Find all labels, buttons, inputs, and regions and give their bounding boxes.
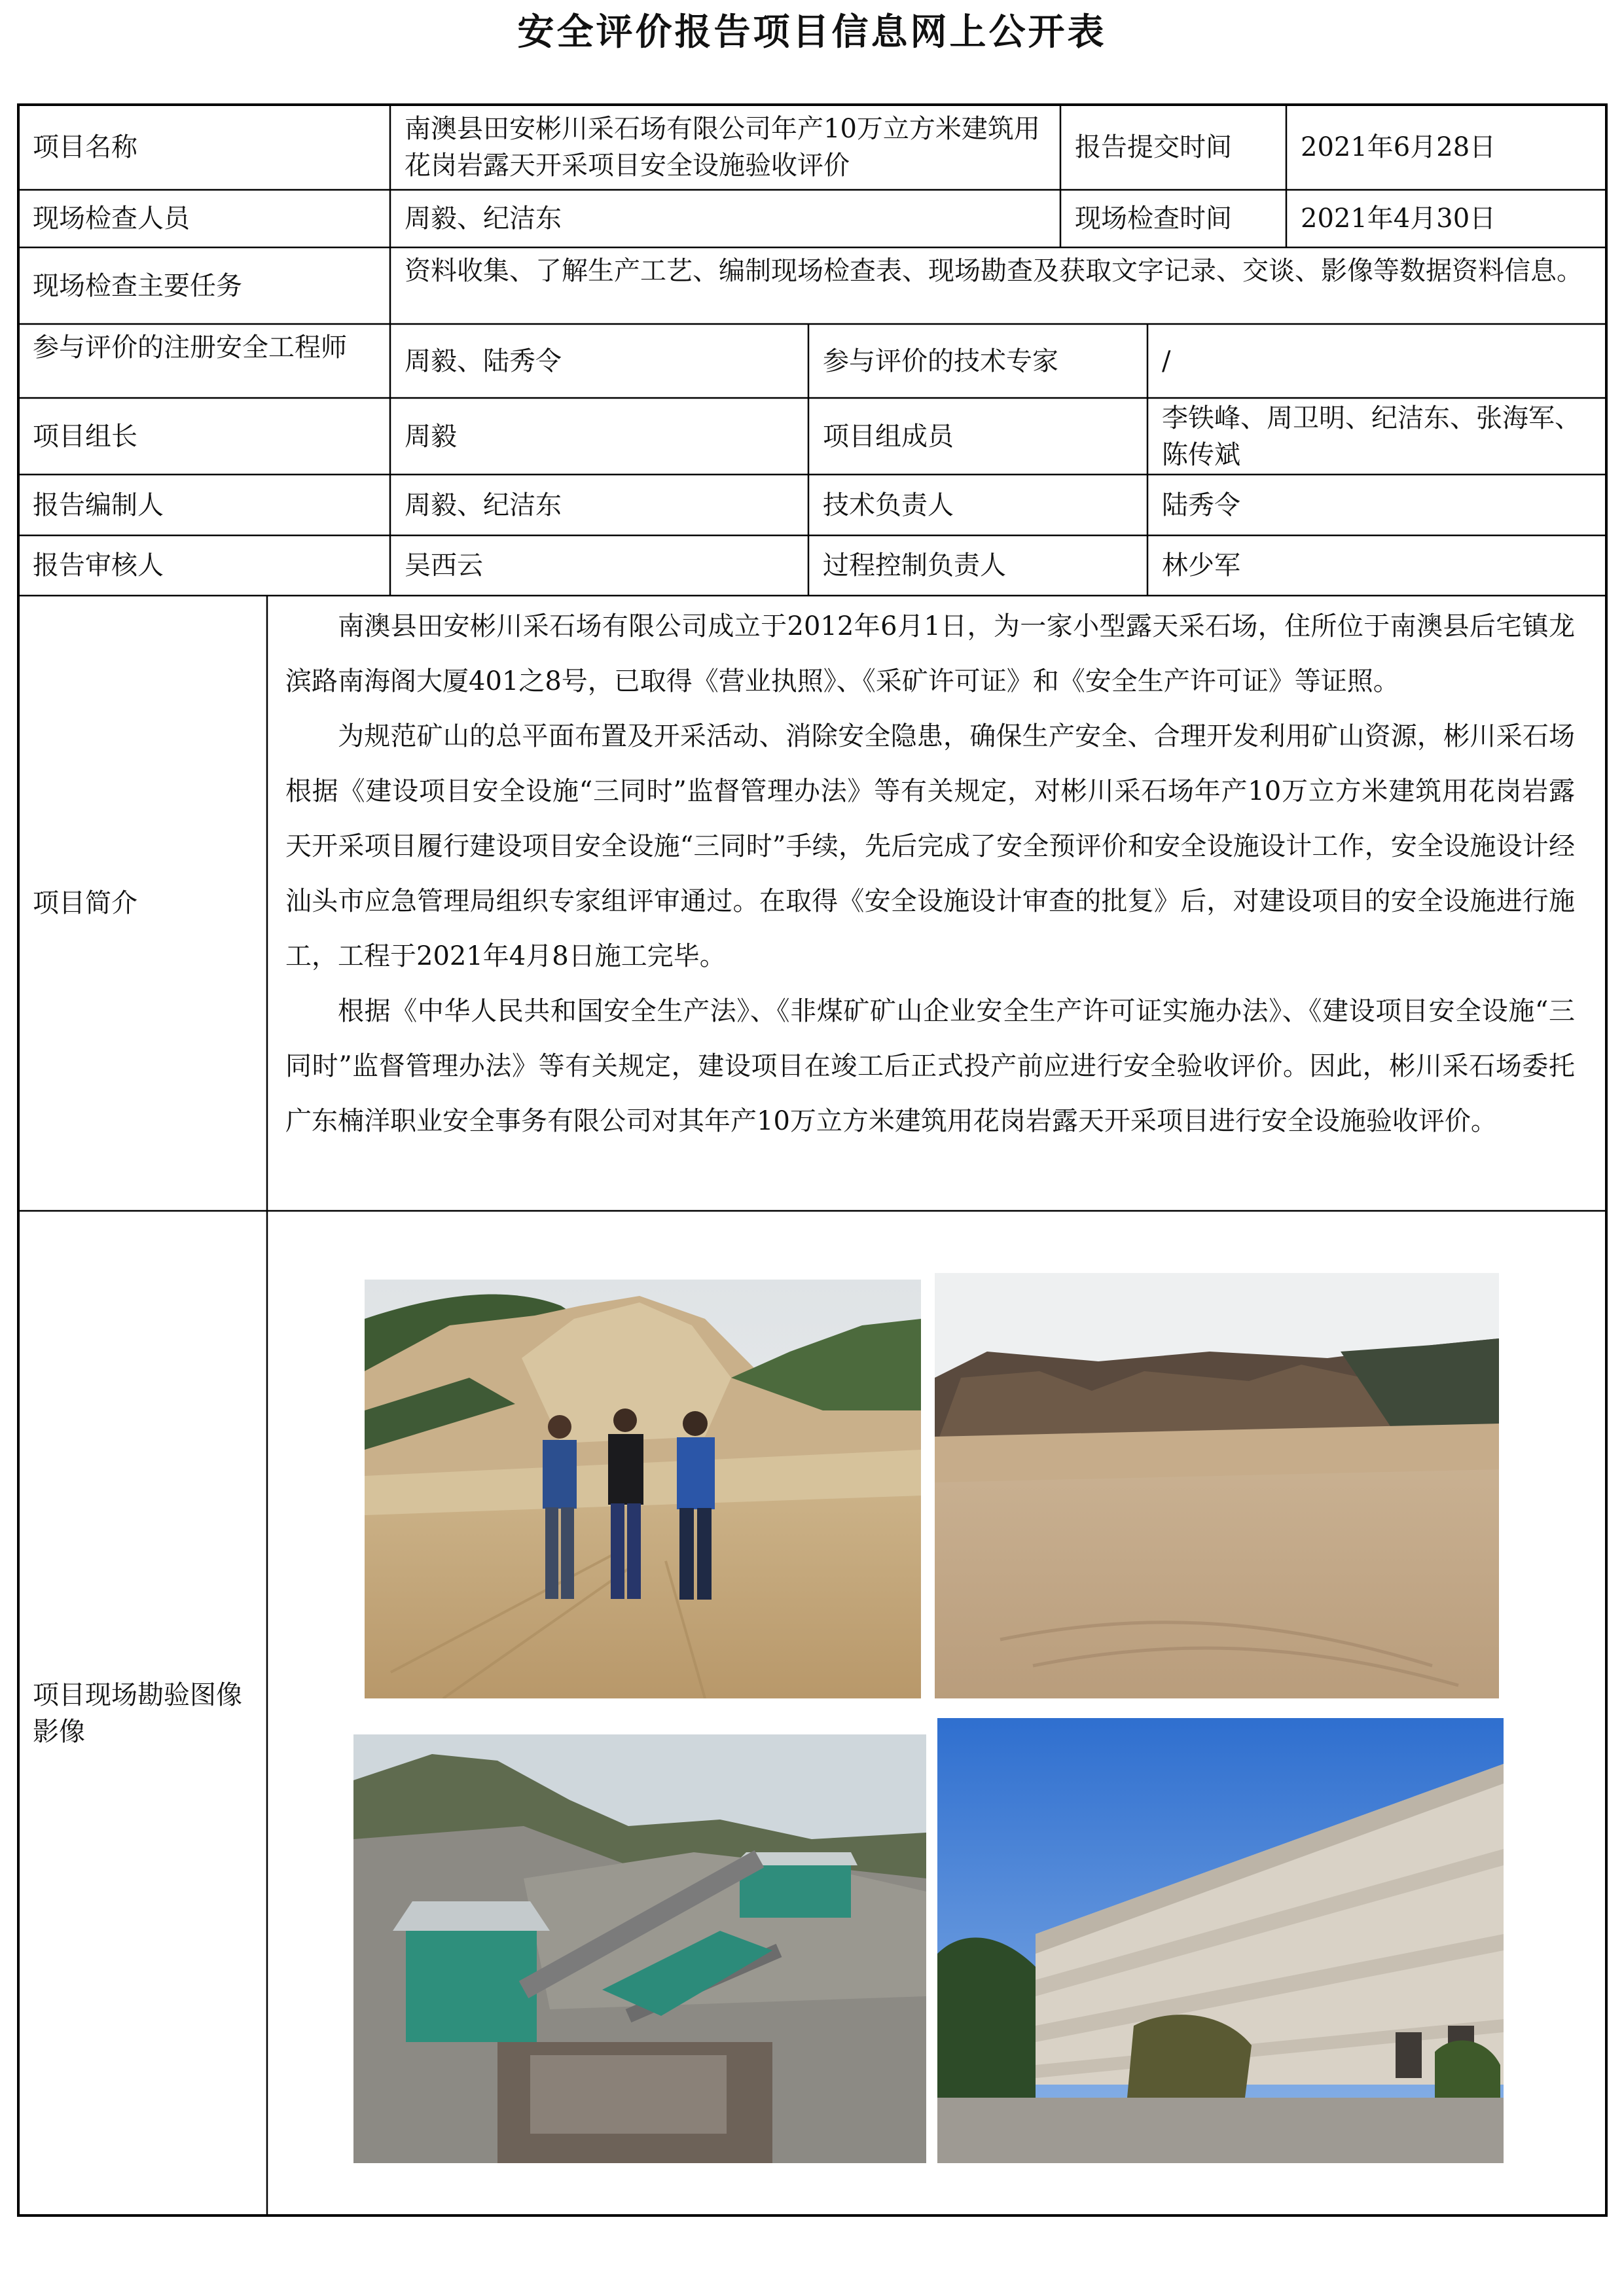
inspectors-value: 周毅、纪洁东 <box>405 204 562 234</box>
inspection-time-value: 2021年4月30日 <box>1301 204 1496 234</box>
author-value: 周毅、纪洁东 <box>405 490 562 520</box>
experts-label: 参与评价的技术专家 <box>823 346 1058 376</box>
leader-value: 周毅 <box>405 421 457 452</box>
intro-paragraph-1: 南澳县田安彬川采石场有限公司成立于2012年6月1日，为一家小型露天采石场，住所位于南澳县后宅镇龙滨路南海阁大厦401之8号，已取得《营业执照》、《采矿许可证》和《安全生产许可证》等证照。 <box>285 611 1575 696</box>
intro-label: 项目简介 <box>33 888 137 918</box>
intro-paragraph-3: 根据《中华人民共和国安全生产法》、《非煤矿矿山企业安全生产许可证实施办法》、《建设项目安全设施“三同时”监督管理办法》等有关规定，建设项目在竣工后正式投产前应进行安全验收评价。因此，彬川采石场委托广东楠洋职业安全事务有限公司对其年产10万立方米建筑用花岗岩露天开采项目进行安全设施验收评价。 <box>285 996 1575 1136</box>
inspection-team-at-quarry-photo <box>365 1280 921 1698</box>
project-name-label: 项目名称 <box>33 132 137 162</box>
process-lead-value: 林少军 <box>1162 550 1240 581</box>
project-intro <box>270 599 1592 1208</box>
author-label: 报告编制人 <box>33 490 164 520</box>
members-label: 项目组成员 <box>823 421 954 452</box>
page-title: 安全评价报告项目信息网上公开表 <box>517 11 1107 54</box>
engineers-label: 参与评价的注册安全工程师 <box>33 332 347 363</box>
quarry-rock-face-photo <box>935 1273 1499 1698</box>
tech-lead-label: 技术负责人 <box>823 490 954 520</box>
reviewer-value: 吴西云 <box>405 550 483 581</box>
leader-label: 项目组长 <box>33 421 137 452</box>
members-value: 李铁峰、周卫明、纪洁东、张海军、陈传斌 <box>1162 403 1581 470</box>
main-tasks-label: 现场检查主要任务 <box>33 270 242 301</box>
crushing-plant-photo <box>353 1734 926 2163</box>
photos-label: 项目现场勘验图像影像 <box>33 1679 242 1747</box>
process-lead-label: 过程控制负责人 <box>823 550 1006 581</box>
project-name-value: 南澳县田安彬川采石场有限公司年产10万立方米建筑用花岗岩露天开采项目安全设施验收评价 <box>405 114 1040 181</box>
intro-paragraph-2: 为规范矿山的总平面布置及开采活动、消除安全隐患，确保生产安全、合理开发利用矿山资源，彬川采石场根据《建设项目安全设施“三同时”监督管理办法》等有关规定，对彬川采石场年产10万立方米建筑用花岗岩露天开采项目履行建设项目安全设施“三同时”手续，先后完成了安全预评价和安全设施设计工作，安全设施设计经汕头市应急管理局组织专家组评审通过。在取得《安全设施设计审查的批复》后，对建设项目的安全设施进行施工，工程于2021年4月8日施工完毕。 <box>285 721 1575 971</box>
main-tasks-value: 资料收集、了解生产工艺、编制现场检查表、现场勘查及获取文字记录、交谈、影像等数据资料信息。 <box>405 256 1583 286</box>
inspectors-label: 现场检查人员 <box>33 204 190 234</box>
dormitory-building-photo <box>937 1718 1504 2163</box>
inspection-time-label: 现场检查时间 <box>1075 204 1232 234</box>
submit-time-label: 报告提交时间 <box>1075 132 1232 162</box>
tech-lead-value: 陆秀令 <box>1162 490 1240 520</box>
submit-time-value: 2021年6月28日 <box>1301 132 1496 162</box>
reviewer-label: 报告审核人 <box>33 550 164 581</box>
experts-value: / <box>1162 346 1171 376</box>
engineers-value: 周毅、陆秀令 <box>405 346 562 376</box>
